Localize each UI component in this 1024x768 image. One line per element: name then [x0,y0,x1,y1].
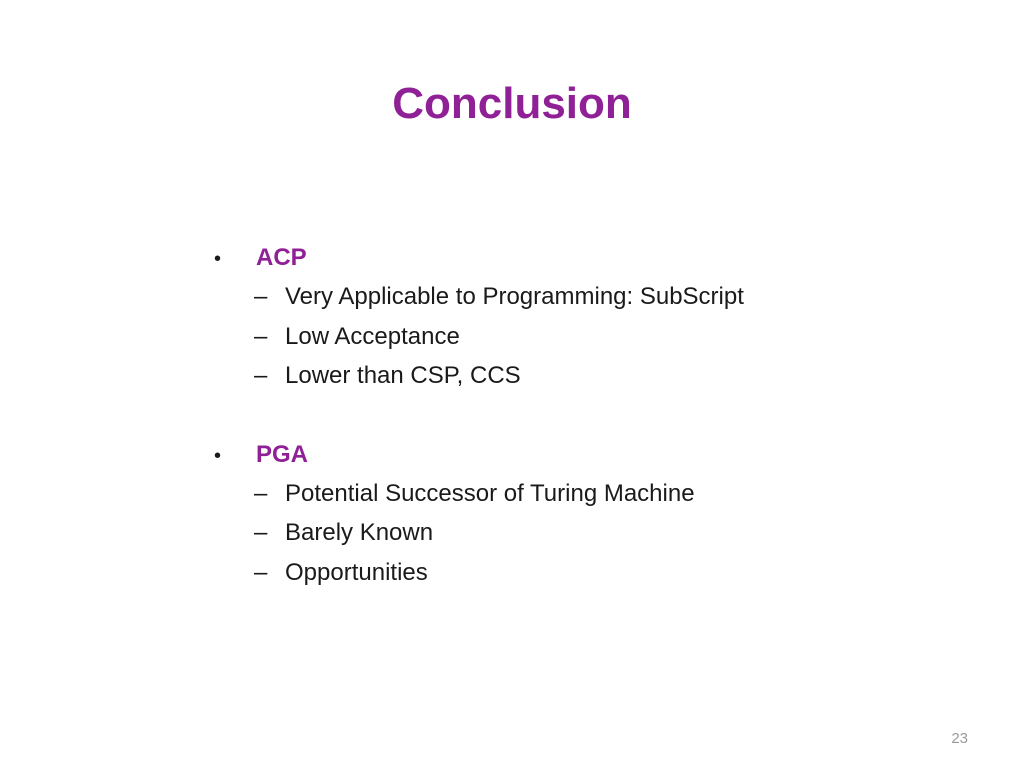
list-item-text: Very Applicable to Programming: SubScript [285,283,744,310]
list-item [254,277,914,317]
bullet-label: ACP [256,244,307,271]
sub-list [214,277,914,396]
list-item [254,317,914,357]
dash-marker-icon: – [254,283,268,310]
list-item-text: Potential Successor of Turing Machine [285,479,695,507]
bullet-marker-icon: • [214,444,222,467]
list-item-text: Lower than CSP, CCS [285,362,521,389]
bullet-acp [214,238,914,277]
bullet-label: PGA [256,440,309,468]
list-item-text: Low Acceptance [285,322,460,350]
dash-marker-icon: – [254,519,268,546]
dash-marker-icon: – [254,322,268,350]
section-pga [214,435,914,593]
section-acp [214,238,914,396]
dash-marker-icon: – [254,362,268,389]
bullet-marker-icon: • [214,248,222,270]
list-item-text: Opportunities [285,558,428,586]
bullet-pga [214,435,914,474]
list-item [254,356,914,396]
list-item [254,553,914,593]
sub-list [214,474,914,593]
list-item [254,513,914,553]
slide-content [214,238,914,592]
dash-marker-icon: – [254,558,268,586]
list-item-text: Barely Known [285,519,434,546]
dash-marker-icon: – [254,479,268,507]
list-item [254,474,914,514]
slide-title: Conclusion [392,79,632,128]
page-number: 23 [951,730,968,747]
